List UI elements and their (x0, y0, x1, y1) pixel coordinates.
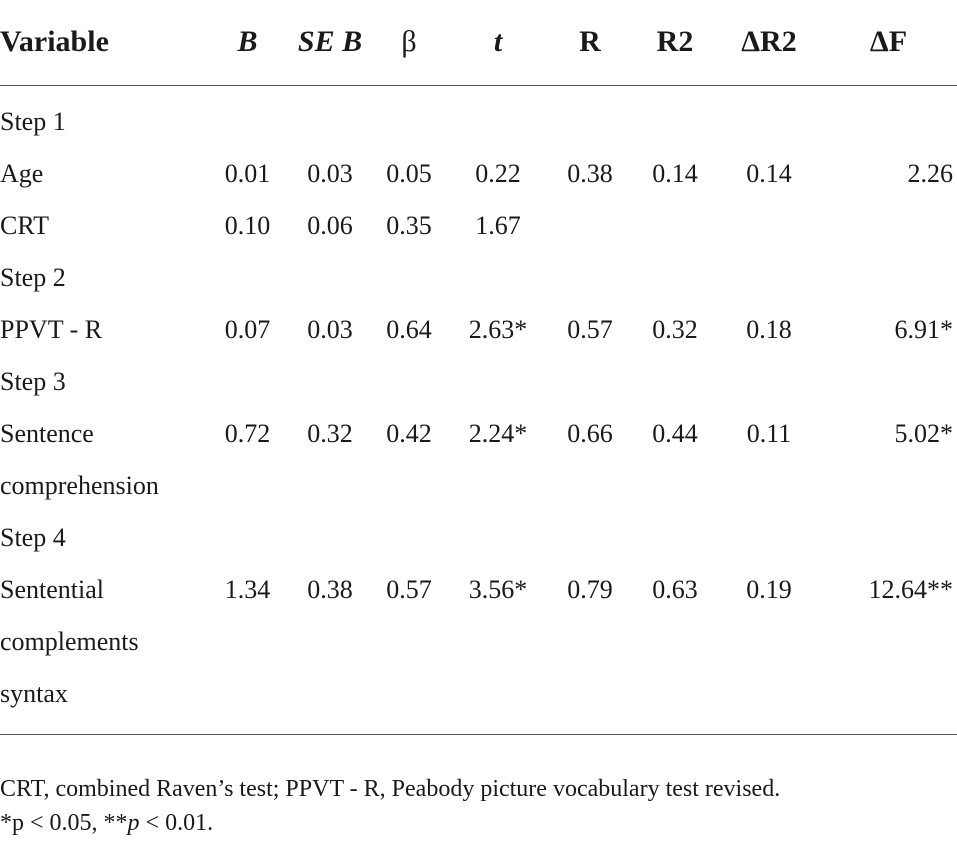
table-row (0, 356, 957, 408)
beta-cell (370, 356, 448, 408)
table-row (0, 252, 957, 304)
beta-cell: 0.42 (386, 419, 432, 448)
beta-cell: 0.64 (386, 315, 432, 344)
column-header-r: R (548, 0, 632, 86)
variable-cell: PPVT - R (0, 315, 103, 344)
r-cell (548, 356, 632, 408)
r2-cell (632, 356, 718, 408)
delta-r2-cell: 0.14 (746, 159, 792, 188)
table-body (0, 86, 957, 735)
delta-r2-cell (718, 356, 820, 408)
table-row (0, 408, 957, 512)
b-cell: 1.34 (205, 564, 290, 735)
r2-cell: 0.44 (652, 419, 698, 448)
delta-r2-cell: 0.19 (718, 564, 820, 735)
se-b-cell (290, 252, 370, 304)
se-b-cell: 0.03 (307, 159, 353, 188)
t-cell (448, 252, 548, 304)
t-cell: 0.22 (475, 159, 521, 188)
delta-f-cell: 5.02* (894, 419, 953, 448)
table-row (0, 86, 957, 149)
r2-cell (632, 200, 718, 252)
r-cell (548, 86, 632, 149)
beta-cell: 0.57 (370, 564, 448, 735)
t-cell: 2.63* (468, 315, 528, 344)
footnote-sig-part1: *p < 0.05, ** (0, 810, 128, 836)
table-row (0, 200, 957, 252)
beta-cell (370, 252, 448, 304)
table-row (0, 304, 957, 356)
footnote-significance (0, 806, 957, 840)
delta-r2-cell (718, 252, 820, 304)
delta-r2-cell (718, 512, 820, 564)
column-header-b: B (205, 0, 290, 86)
variable-cell: Age (0, 159, 44, 188)
delta-f-cell (820, 200, 957, 252)
delta-r2-cell: 0.18 (746, 315, 792, 344)
variable-cell: CRT (0, 211, 50, 240)
b-cell (205, 356, 290, 408)
t-cell (448, 512, 548, 564)
delta-r2-cell (718, 200, 820, 252)
table-row (0, 564, 957, 735)
delta-f-cell (820, 252, 957, 304)
b-cell: 0.07 (224, 315, 271, 344)
b-cell: 0.01 (224, 159, 271, 188)
delta-r2-cell: 0.11 (746, 419, 792, 448)
variable-cell: Step 1 (0, 107, 66, 136)
r2-cell (632, 86, 718, 149)
table-row (0, 512, 957, 564)
b-cell: 0.10 (224, 211, 271, 240)
beta-cell: 0.35 (386, 211, 432, 240)
header-row (0, 0, 957, 86)
beta-cell (370, 512, 448, 564)
beta-cell: 0.05 (386, 159, 432, 188)
r-cell: 0.57 (567, 315, 613, 344)
delta-f-cell (820, 512, 957, 564)
r2-cell: 0.14 (652, 159, 698, 188)
delta-f-cell (820, 356, 957, 408)
t-cell: 2.24* (468, 419, 528, 448)
r-cell (548, 512, 632, 564)
beta-cell (370, 86, 448, 149)
variable-cell: Step 3 (0, 367, 66, 396)
r2-cell (632, 512, 718, 564)
column-header-variable: Variable (0, 0, 205, 86)
footnote-sig-part2: < 0.01. (139, 810, 214, 836)
t-cell (448, 356, 548, 408)
r-cell (548, 200, 632, 252)
b-cell (205, 252, 290, 304)
table-header (0, 0, 957, 86)
r-cell: 0.66 (567, 419, 613, 448)
se-b-cell: 0.03 (307, 315, 353, 344)
r2-cell: 0.63 (632, 564, 718, 735)
se-b-cell (290, 356, 370, 408)
delta-f-cell: 2.26 (907, 159, 953, 188)
r-cell (548, 252, 632, 304)
se-b-cell (290, 86, 370, 149)
footnote-abbreviations: CRT, combined Raven’s test; PPVT - R, Peabody picture vocabulary test revised. (0, 776, 781, 802)
t-cell (448, 86, 548, 149)
b-cell (205, 86, 290, 149)
column-header-se-b: SE B (290, 0, 370, 86)
r-cell: 0.79 (548, 564, 632, 735)
delta-f-cell: 12.64** (820, 564, 957, 735)
b-cell (205, 512, 290, 564)
variable-cell: Step 2 (0, 263, 66, 292)
delta-r2-cell (718, 86, 820, 149)
variable-cell: Step 4 (0, 523, 66, 552)
se-b-cell: 0.38 (290, 564, 370, 735)
table-row (0, 148, 957, 200)
delta-f-cell (820, 86, 957, 149)
column-header-delta-r2: ΔR2 (718, 0, 820, 86)
r2-cell (632, 252, 718, 304)
t-cell: 1.67 (475, 211, 521, 240)
r2-cell: 0.32 (652, 315, 698, 344)
se-b-cell: 0.06 (307, 211, 353, 240)
variable-cell: Sentential complements syntax (0, 564, 205, 735)
column-header-beta: β (370, 0, 448, 86)
r-cell: 0.38 (567, 159, 613, 188)
variable-cell: Sentence comprehension (0, 419, 159, 500)
se-b-cell: 0.32 (307, 419, 353, 448)
column-header-r2: R2 (632, 0, 718, 86)
b-cell: 0.72 (224, 419, 271, 448)
column-header-t: t (448, 0, 548, 86)
se-b-cell (290, 512, 370, 564)
column-header-delta-f: ΔF (820, 0, 957, 86)
t-cell: 3.56* (448, 564, 548, 735)
table-footnotes (0, 772, 957, 840)
delta-f-cell: 6.91* (894, 315, 953, 344)
footnote-sig-p: p (127, 810, 140, 836)
